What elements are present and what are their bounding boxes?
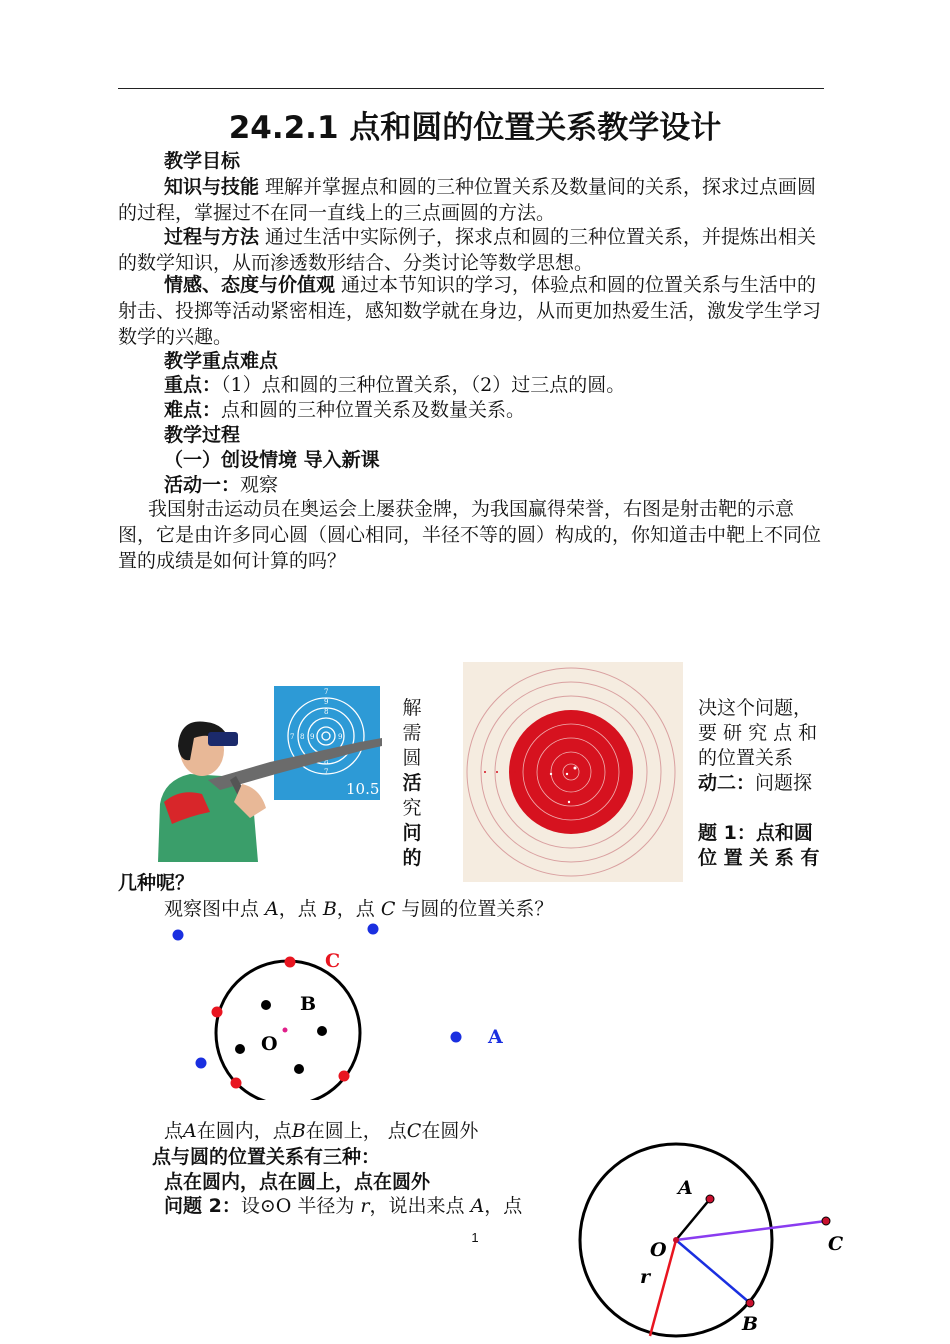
emotion-paragraph <box>118 272 824 350</box>
three-kinds-list: 点在圆内，点在圆上，点在圆外 <box>164 1171 431 1193</box>
target-image <box>463 662 683 882</box>
right-column-text <box>698 696 824 871</box>
label-b: B <box>300 993 317 1015</box>
vertical-text-column <box>400 696 424 871</box>
process-label: 过程与方法 <box>164 226 260 248</box>
segment-oa <box>676 1199 710 1240</box>
intro-paragraph: 我国射击运动员在奥运会上屡获金牌，为我国赢得荣誉，右图是射击靶的示意图，它是由许多同心圆（圆心相同，半径不等的圆）构成的，你知道击中靶上不同位置的成绩是如何计算的吗？ <box>118 498 822 572</box>
card-num-6: 9 <box>310 733 315 741</box>
key-label: 重点： <box>164 374 222 396</box>
on-circle-point <box>339 1071 350 1082</box>
right-line-6: 位 置 关 系 有 <box>698 847 820 869</box>
document-title: 24.2.1 点和圆的位置关系教学设计 <box>228 110 722 146</box>
segment-oc <box>676 1221 826 1240</box>
card-score: 10.5 <box>346 780 380 798</box>
right-line-3: 的位置关系 <box>698 747 794 769</box>
right-line-1: 决这个问题， <box>698 697 813 719</box>
answer-line: 点A在圆内，点B在圆上， 点C在圆外 <box>164 1120 479 1142</box>
activity1 <box>118 472 824 498</box>
card-num-4: 8 <box>300 733 305 741</box>
right-line-4 <box>698 771 824 796</box>
on-circle-point <box>212 1007 223 1018</box>
activity2-label: 动二： <box>698 772 756 794</box>
fig2-label-r: r <box>640 1266 651 1288</box>
card-num-9: 9 <box>338 733 343 741</box>
vchar-5: 究 <box>402 797 422 819</box>
point-a <box>451 1032 462 1043</box>
knowledge-text: 理解并掌握点和圆的三种位置关系及数量间的关系，探求过点画圆的过程，掌握过不在同一直线上的三点画圆的方法。 <box>118 176 817 224</box>
vchar-1: 解 <box>402 697 422 719</box>
process-heading: 教学过程 <box>164 424 241 446</box>
right-line-5: 题 1：点和圆 <box>698 822 813 844</box>
question2: 问题 2：设⊙O 半径为 r，说出来点 A，点 <box>164 1195 523 1217</box>
observe-question: 观察图中点 A，点 B，点 C 与圆的位置关系？ <box>164 898 554 920</box>
fig2-label-o: O <box>650 1239 667 1261</box>
emotion-text: 通过本节知识的学习，体验点和圆的位置关系与生活中的射击、投掷等活动紧密相连，感知数学就在身边，从而更加热爱生活，激发学生学习数学的兴趣。 <box>118 274 822 348</box>
difficulty-point <box>118 397 824 423</box>
page-number: 1 <box>471 1230 479 1245</box>
vchar-4: 活 <box>402 772 422 794</box>
key-text: （1）点和圆的三种位置关系，（2）过三点的圆。 <box>221 374 626 396</box>
card-num-2: 8 <box>324 708 329 716</box>
label-o: O <box>261 1033 278 1055</box>
on-circle-point <box>285 957 296 968</box>
vchar-2: 需 <box>402 722 422 744</box>
inside-point <box>261 1000 271 1010</box>
difficulty-label: 难点： <box>164 399 222 421</box>
knowledge-paragraph <box>118 174 824 226</box>
card-num-7: 8 <box>324 758 329 766</box>
three-kinds: 点与圆的位置关系有三种： <box>152 1146 381 1168</box>
fig2-label-c: C <box>828 1233 844 1255</box>
section1-heading: （一）创设情境 导入新课 <box>164 449 380 471</box>
inside-point <box>235 1044 245 1054</box>
knowledge-label: 知识与技能 <box>164 176 260 198</box>
outside-point <box>173 930 184 941</box>
difficulty-text: 点和圆的三种位置关系及数量关系。 <box>221 399 526 421</box>
segment-ob <box>676 1240 750 1303</box>
key-heading: 教学重点难点 <box>164 350 279 372</box>
on-circle-point <box>231 1078 242 1089</box>
vchar-3: 圆 <box>402 747 422 769</box>
label-a: A <box>488 1026 503 1048</box>
inside-point <box>317 1026 327 1036</box>
vchar-6: 问 <box>402 822 422 844</box>
activity1-label: 活动一： <box>164 474 241 496</box>
card-num-8: 7 <box>324 768 329 776</box>
radius-figure <box>570 1130 860 1344</box>
goals-heading: 教学目标 <box>164 150 241 172</box>
process-text: 通过生活中实际例子，探求点和圆的三种位置关系，并提炼出相关的数学知识，从而渗透数形结合、分类讨论等数学思想。 <box>118 226 817 274</box>
question1-end: 几种呢？ <box>118 872 195 894</box>
right-line-2: 要 研 究 点 和 <box>698 722 818 744</box>
activity2-text: 问题探 <box>755 772 813 794</box>
target-bullseye <box>509 710 633 834</box>
key-point <box>118 372 824 398</box>
points-circle-figure <box>150 920 530 1100</box>
shooter-photo <box>150 684 382 864</box>
inside-point <box>294 1064 304 1074</box>
activity1-text: 观察 <box>240 474 279 496</box>
vchar-7: 的 <box>402 847 422 869</box>
outside-point <box>196 1058 207 1069</box>
card-num-5: 7 <box>290 733 295 741</box>
outside-point <box>368 924 379 935</box>
emotion-label: 情感、态度与价值观 <box>164 274 336 296</box>
card-num-3: 7 <box>324 688 329 696</box>
header-rule <box>118 88 824 89</box>
label-c: C <box>325 950 341 972</box>
fig2-label-b: B <box>742 1313 759 1335</box>
fig2-label-a: A <box>678 1177 693 1199</box>
process-paragraph <box>118 224 824 276</box>
card-num-1: 9 <box>324 698 329 706</box>
center-point <box>283 1028 288 1033</box>
